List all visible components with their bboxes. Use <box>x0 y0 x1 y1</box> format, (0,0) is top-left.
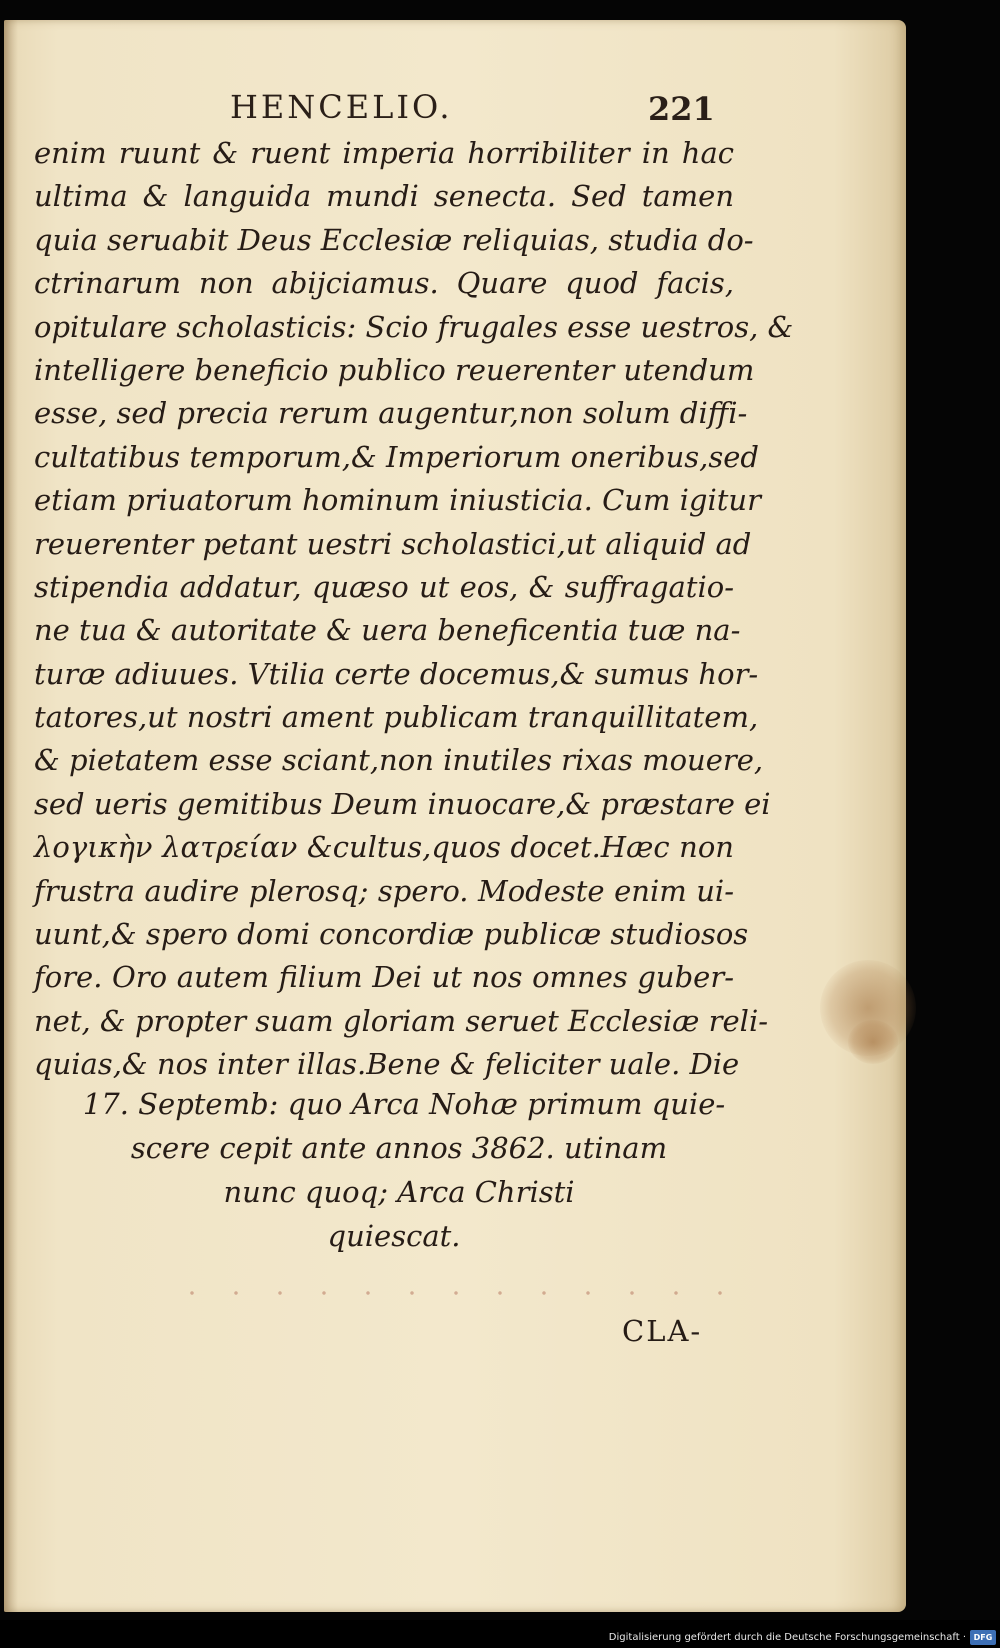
text-line: intelligere beneficio publico reuerenter utendum <box>34 352 755 387</box>
text-line: quias,& nos inter illas.Bene & feliciter uale. Die <box>34 1047 740 1082</box>
running-head: HENCELIO. <box>230 88 453 126</box>
text-line: uunt,& spero domi concordiæ publicæ studiosos <box>34 917 749 952</box>
text-line: frustra audire plerosq; spero. Modeste enim ui- <box>34 873 734 908</box>
text-line: sed ueris gemitibus Deum inuocare,& præstare ei <box>34 786 771 821</box>
catchword: CLA- <box>622 1314 703 1348</box>
page-number: 221 <box>648 90 715 128</box>
water-stain-small <box>848 1020 898 1064</box>
text-line: fore. Oro autem filium Dei ut nos omnes guber- <box>34 960 734 995</box>
decorative-dots <box>170 1290 730 1296</box>
text-line: ultima & languida mundi senecta. Sed tamen <box>34 179 734 214</box>
text-line: cultatibus temporum,& Imperiorum oneribus,sed <box>34 439 759 474</box>
closing-line: 17. Septemb: quo Arca Nohæ primum quie- <box>82 1087 726 1121</box>
text-line: esse, sed precia rerum augentur,non solum diffi- <box>34 396 748 431</box>
body-text <box>34 132 794 1087</box>
dfg-logo: DFG <box>970 1630 996 1645</box>
funding-credit: Digitalisierung gefördert durch die Deutsche Forschungsgemeinschaft · <box>608 1632 966 1643</box>
text-line: λογικὴν λατρείαν &cultus,quos docet.Hæc non <box>34 830 734 865</box>
closing-line: nunc quoq; Arca Christi <box>223 1175 575 1209</box>
text-line: ctrinarum non abijciamus. Quare quod facis, <box>34 266 734 301</box>
text-line: net, & propter suam gloriam seruet Ecclesiæ reli- <box>34 1003 769 1038</box>
text-line: & pietatem esse sciant,non inutiles rixas mouere, <box>34 743 764 778</box>
page-gutter-shadow <box>4 20 18 1612</box>
text-line: opitulare scholasticis: Scio frugales esse uestros, & <box>34 309 794 344</box>
text-line: stipendia addatur, quæso ut eos, & suffragatio- <box>34 569 734 604</box>
text-line: turæ adiuues. Vtilia certe docemus,& sumus hor- <box>34 656 759 691</box>
text-line: tatores,ut nostri ament publicam tranquillitatem, <box>34 700 759 735</box>
closing-line: quiescat. <box>327 1219 461 1253</box>
closing-line: scere cepit ante annos 3862. utinam <box>130 1131 668 1165</box>
text-line: quia seruabit Deus Ecclesiæ reliquias, studia do- <box>34 222 754 257</box>
closing-lines <box>34 1087 734 1263</box>
text-line: etiam priuatorum hominum iniusticia. Cum igitur <box>34 483 761 518</box>
text-line: enim ruunt & ruent imperia horribiliter in hac <box>34 136 734 170</box>
text-line: reuerenter petant uestri scholastici,ut aliquid ad <box>34 526 752 561</box>
text-line: ne tua & autoritate & uera beneficentia tuæ na- <box>34 613 741 648</box>
